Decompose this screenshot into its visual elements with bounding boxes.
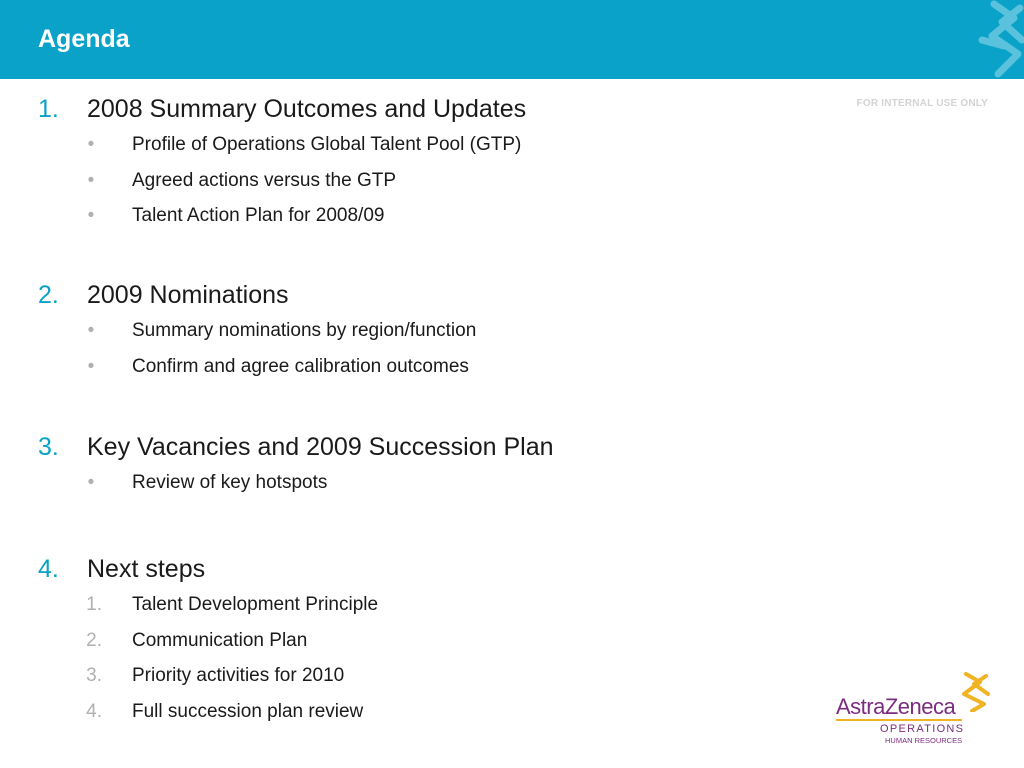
item-number: 3. bbox=[86, 665, 102, 686]
section-number: 2. bbox=[38, 281, 59, 309]
logo-wordmark: AstraZeneca bbox=[836, 694, 956, 719]
bullet-marker: • bbox=[87, 472, 95, 493]
list-item bbox=[0, 131, 800, 167]
section-heading bbox=[0, 279, 800, 317]
company-logo bbox=[832, 672, 992, 748]
list-item bbox=[0, 317, 800, 353]
list-item bbox=[0, 627, 800, 663]
astrazeneca-helix-icon bbox=[958, 672, 992, 712]
item-number: 4. bbox=[86, 700, 102, 722]
list-item bbox=[0, 698, 800, 734]
section-title: 2008 Summary Outcomes and Updates bbox=[87, 95, 527, 123]
list-item bbox=[0, 591, 800, 627]
bullet-marker: • bbox=[87, 320, 95, 341]
page-title: Agenda bbox=[38, 25, 130, 53]
bullet-marker: • bbox=[87, 355, 95, 377]
item-number: 1. bbox=[86, 594, 102, 615]
classification-label: FOR INTERNAL USE ONLY bbox=[856, 98, 988, 109]
section-heading bbox=[0, 553, 800, 591]
list-item-text: Priority activities for 2010 bbox=[132, 665, 345, 686]
logo-department: HUMAN RESOURCES bbox=[885, 736, 963, 745]
list-item-text: Agreed actions versus the GTP bbox=[132, 169, 397, 191]
section-heading bbox=[0, 93, 800, 131]
list-item-text: Talent Development Principle bbox=[132, 594, 379, 615]
item-number: 2. bbox=[86, 629, 102, 651]
list-item bbox=[0, 662, 800, 698]
agenda-section bbox=[0, 93, 800, 279]
list-item-text: Profile of Operations Global Talent Pool (GTP) bbox=[132, 134, 522, 155]
bullet-marker: • bbox=[87, 134, 95, 155]
agenda-list bbox=[0, 93, 800, 733]
section-number: 4. bbox=[38, 555, 59, 583]
logo-divider bbox=[836, 719, 962, 721]
list-item bbox=[0, 469, 800, 505]
list-item-text: Review of key hotspots bbox=[132, 472, 328, 493]
section-title: Key Vacancies and 2009 Succession Plan bbox=[87, 433, 554, 461]
list-item-text: Communication Plan bbox=[132, 629, 308, 651]
list-item bbox=[0, 167, 800, 203]
agenda-section bbox=[0, 431, 800, 553]
list-item-text: Talent Action Plan for 2008/09 bbox=[132, 205, 385, 226]
list-item bbox=[0, 202, 800, 238]
bullet-marker: • bbox=[87, 205, 95, 226]
bullet-marker: • bbox=[87, 169, 95, 191]
logo-division: OPERATIONS bbox=[880, 723, 965, 735]
title-bar bbox=[0, 0, 1024, 79]
section-number: 1. bbox=[38, 95, 59, 123]
list-item-text: Full succession plan review bbox=[132, 700, 364, 722]
list-item bbox=[0, 353, 800, 389]
agenda-section bbox=[0, 553, 800, 733]
section-title: 2009 Nominations bbox=[87, 281, 289, 309]
section-number: 3. bbox=[38, 433, 59, 461]
list-item-text: Summary nominations by region/function bbox=[132, 320, 477, 341]
section-title: Next steps bbox=[87, 555, 206, 583]
list-item-text: Confirm and agree calibration outcomes bbox=[132, 355, 469, 377]
section-heading bbox=[0, 431, 800, 469]
agenda-section bbox=[0, 279, 800, 431]
helix-watermark-icon bbox=[934, 0, 1024, 79]
